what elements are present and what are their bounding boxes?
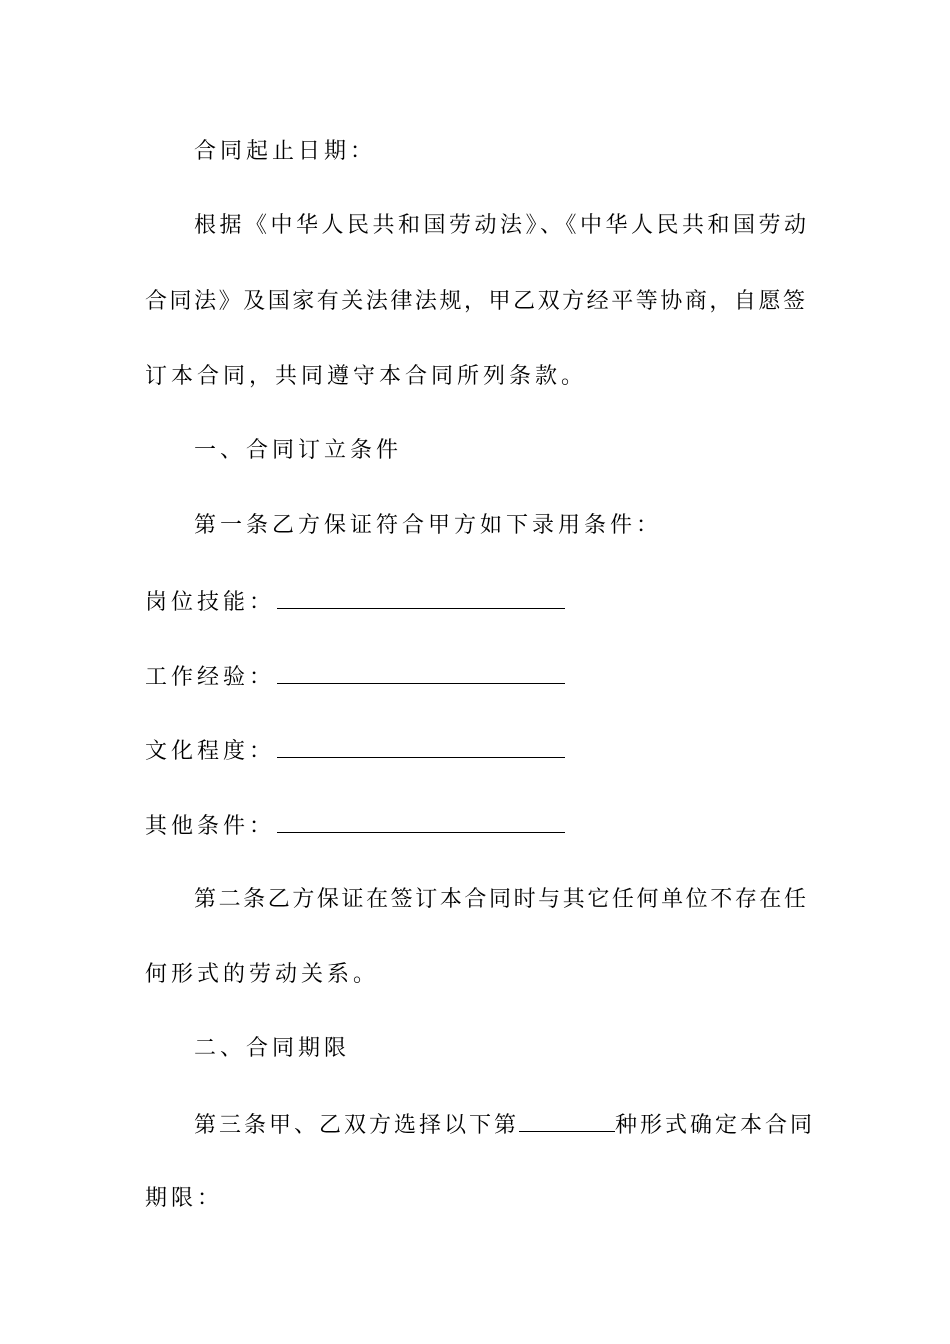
field-label: 其他条件： — [145, 814, 276, 839]
fill-in-blank[interactable] — [277, 810, 565, 833]
fill-in-blank[interactable] — [277, 661, 565, 684]
field-job-skills — [145, 586, 805, 618]
article-2-line-2: 何形式的劳动关系。 — [145, 962, 380, 987]
article-2-line-1: 第二条乙方保证在签订本合同时与其它任何单位不存在任 — [194, 887, 806, 912]
fill-in-blank[interactable] — [277, 586, 565, 609]
field-label: 岗位技能： — [145, 590, 276, 615]
field-education — [145, 735, 805, 767]
article-3-line-1 — [194, 1109, 816, 1141]
contract-period-label: 合同起止日期： — [194, 139, 377, 164]
article-3-line-2: 期限： — [145, 1186, 224, 1211]
article-1: 第一条乙方保证符合甲方如下录用条件： — [194, 513, 663, 538]
section-heading-1: 一、合同订立条件 — [194, 438, 403, 463]
article-3-text-before: 第三条甲、乙双方选择以下第 — [194, 1113, 520, 1138]
fill-in-blank[interactable] — [519, 1109, 615, 1132]
field-label: 工作经验： — [145, 665, 276, 690]
section-heading-2: 二、合同期限 — [194, 1036, 351, 1061]
fill-in-blank[interactable] — [277, 735, 565, 758]
field-label: 文化程度： — [145, 739, 276, 764]
field-work-experience — [145, 661, 805, 693]
preamble-line-2: 合同法》及国家有关法律法规，甲乙双方经平等协商，自愿签 — [145, 289, 805, 314]
preamble-line-3: 订本合同，共同遵守本合同所列条款。 — [145, 364, 588, 389]
article-3-text-after: 种形式确定本合同 — [615, 1113, 816, 1138]
field-other-conditions — [145, 810, 805, 842]
preamble-line-1: 根据《中华人民共和国劳动法》、《中华人民共和国劳动 — [194, 213, 806, 238]
